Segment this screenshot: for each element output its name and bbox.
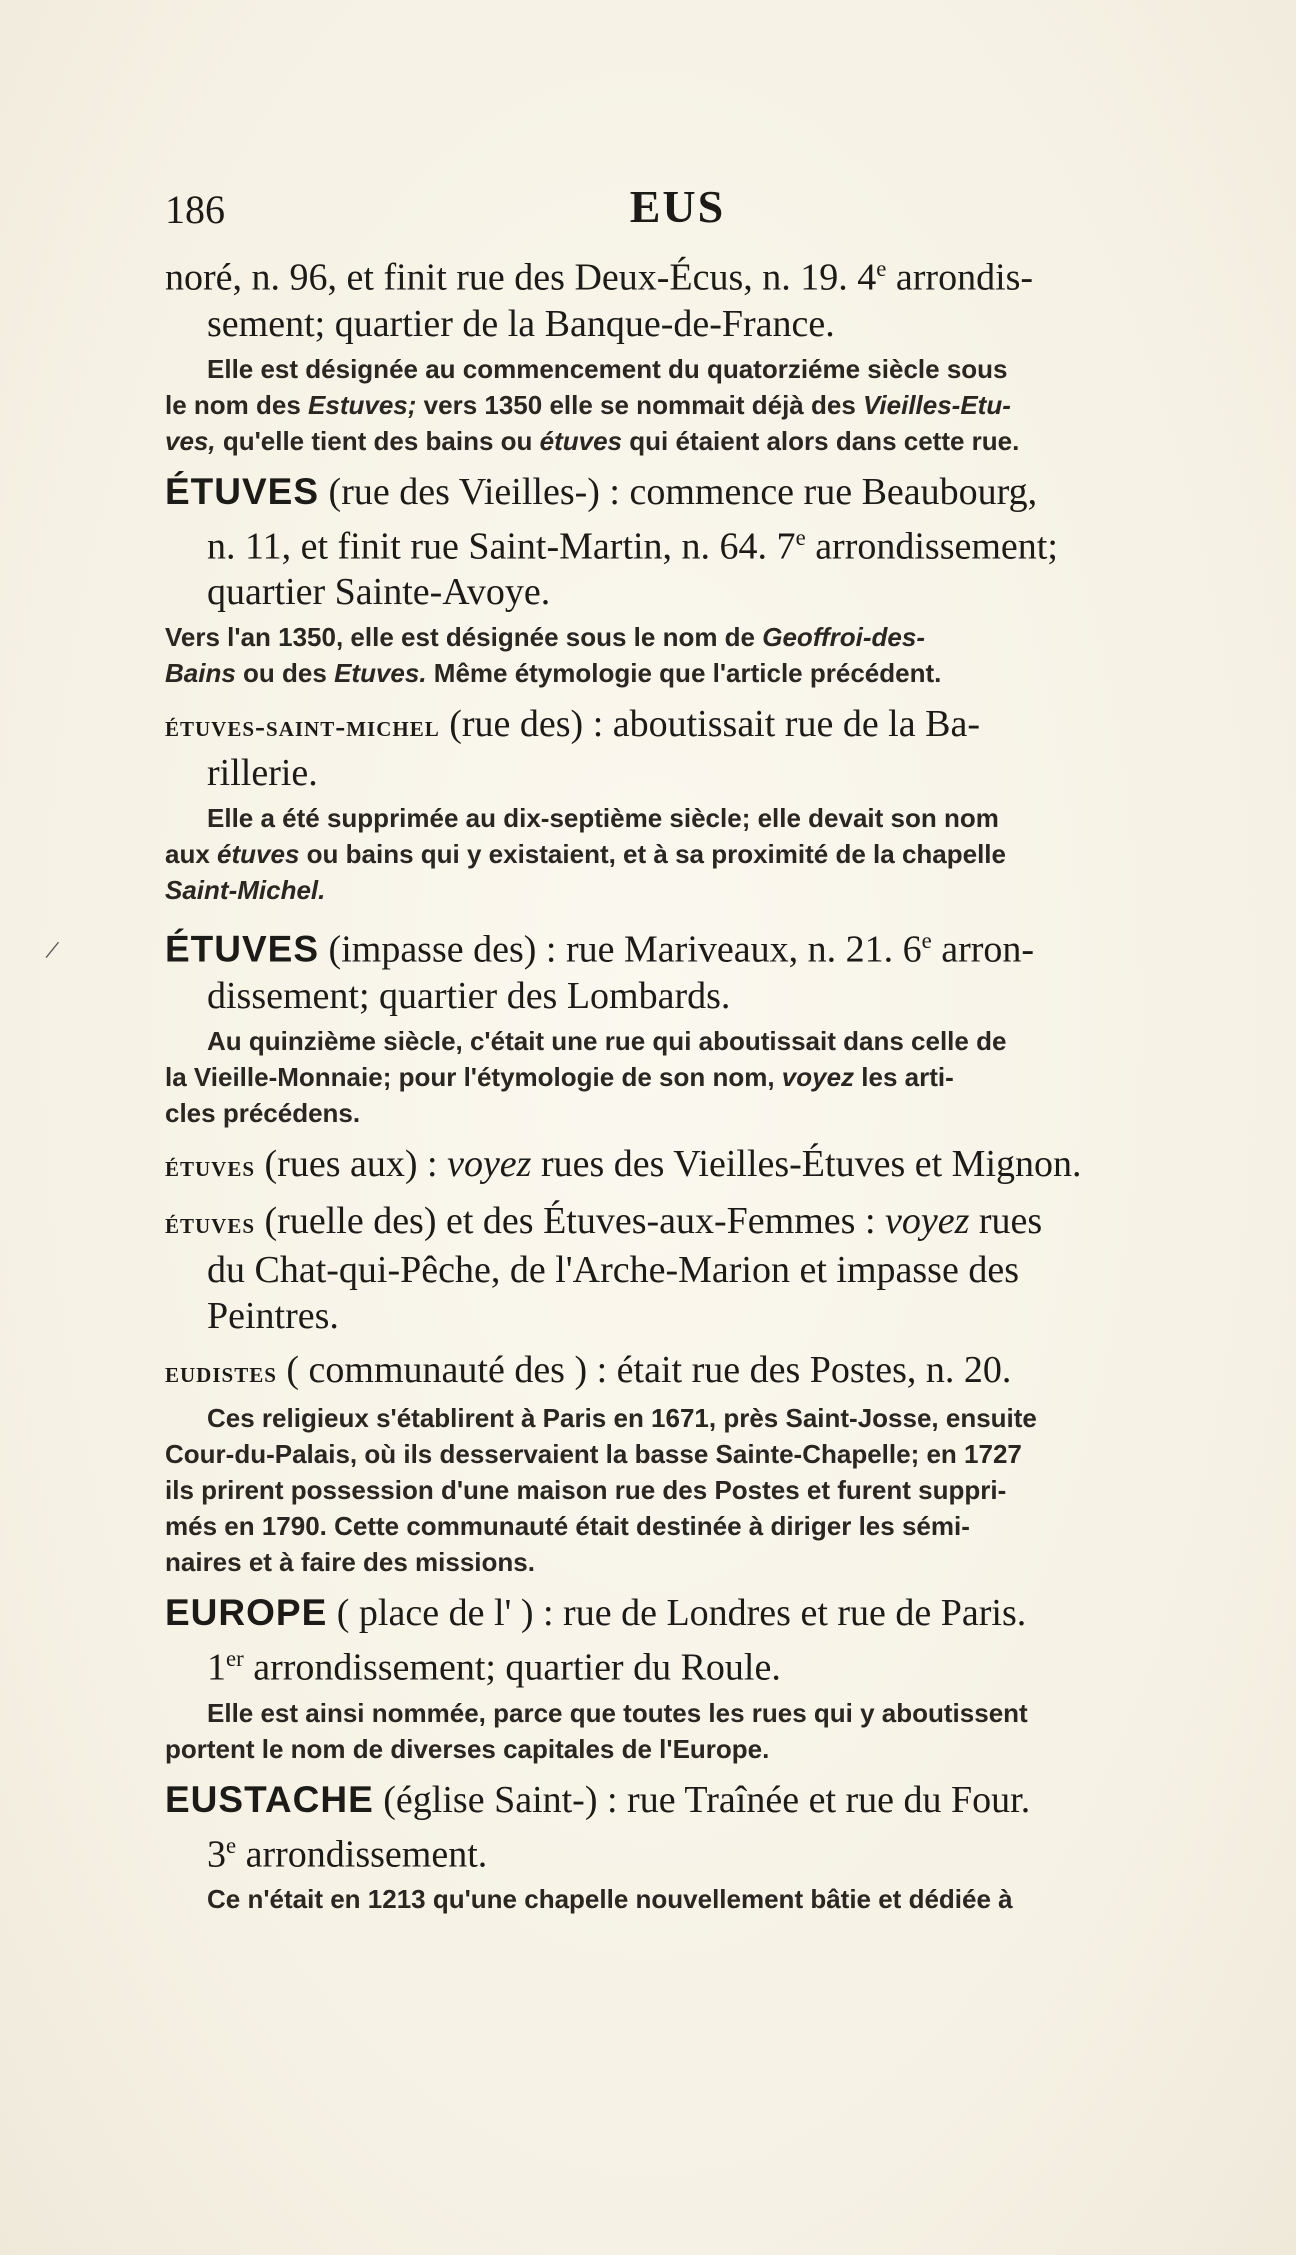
running-title: EUS: [629, 181, 726, 232]
entry-headword: EUROPE: [165, 1591, 328, 1633]
entry-eudistes: eudistes ( communauté des ) : était rue des Postes, n. 20. Ces religieux s'établirent à Paris en 1671, près Saint-Josse, ensuite Cour-du-Palais, où ils desservaient la basse Sainte-Chapelle; en 1727 ils prirent possession d'une maison rue des Postes et furent suppri- més en 1790. Cette communauté était destinée à diriger les sémi- naires et à faire des missions.: [165, 1347, 1190, 1580]
entry-headword: étuves: [165, 1206, 256, 1240]
entry-line: sement; quartier de la Banque-de-France.: [207, 302, 835, 345]
entry-headword: étuves-saint-michel: [165, 710, 440, 744]
entry-headword: ÉTUVES: [165, 470, 320, 512]
entry-etuves-impasse: ÉTUVES (impasse des) : rue Mariveaux, n. 21. 6e arron- dissement; quartier des Lombards. Au quinzième siècle, c'était une rue qui aboutissait dans celle de la Vieille-Monnaie; pour l'étymologie de son nom, voyez les arti- cles précédens.: [165, 918, 1190, 1131]
entry-note: Elle est ainsi nommée, parce que toutes les rues qui y aboutissent portent le nom de diverses capitales de l'Europe.: [165, 1697, 1028, 1764]
entry-etuves-vieilles: ÉTUVES (rue des Vieilles-) : commence rue Beaubourg, n. 11, et finit rue Saint-Martin, n. 64. 7e arrondissement; quartier Sainte-Avoye. Vers l'an 1350, elle est désignée sous le nom de Geoffroi-des- Bains ou des Etuves. Même étymologie que l'article précédent.: [165, 469, 1190, 692]
entry-note: Ces religieux s'établirent à Paris en 1671, près Saint-Josse, ensuite Cour-du-Palais, où ils desservaient la basse Sainte-Chapelle; en 1727 ils prirent possession d'une maison rue des Postes et furent suppri- més en 1790. Cette communauté était destinée à diriger les sémi- naires et à faire des missions.: [165, 1402, 1037, 1577]
entry-etuves-ruelle: étuves (ruelle des) et des Étuves-aux-Femmes : voyez rues du Chat-qui-Pêche, de l'Arche-Marion et impasse des Peintres.: [165, 1199, 1043, 1337]
entry-headword: ÉTUVES: [165, 928, 320, 970]
entry-etuves-rues-aux: étuves (rues aux) : voyez rues des Vieilles-Étuves et Mignon.: [165, 1142, 1082, 1185]
margin-mark: /: [43, 934, 62, 967]
running-head: [165, 168, 1190, 238]
entry-headword: EUSTACHE: [165, 1778, 374, 1820]
entry-note: Au quinzième siècle, c'était une rue qui aboutissait dans celle de la Vieille-Monnaie; pour l'étymologie de son nom, voyez les arti- cles précédens.: [165, 1025, 1007, 1128]
entry-etuves-saint-michel: étuves-saint-michel (rue des) : aboutissait rue de la Ba- rillerie. Elle a été supprimée au dix-septième siècle; elle devait son nom aux étuves ou bains qui y existaient, et à sa proximité de la chapelle Saint-Michel.: [165, 701, 1190, 908]
entry-note: Vers l'an 1350, elle est désignée sous le nom de Geoffroi-des- Bains ou des Etuves. Même étymologie que l'article précédent.: [165, 622, 942, 689]
entry-eustache: EUSTACHE (église Saint-) : rue Traînée et rue du Four. 3e arrondissement. Ce n'était en 1213 qu'une chapelle nouvellement bâtie et dédiée à: [165, 1777, 1190, 1918]
entry-note: Elle est désignée au commencement du quatorziéme siècle sous le nom des Estuves; vers 1350 elle se nommait déjà des Vieilles-Etu- ves, qu'elle tient des bains ou étuves qui étaient alors dans cette rue.: [165, 353, 1020, 456]
entry-headword: eudistes: [165, 1355, 277, 1389]
entry-note: Elle a été supprimée au dix-septième siècle; elle devait son nom aux étuves ou bains qui y existaient, et à sa proximité de la chapelle Saint-Michel.: [165, 803, 1006, 906]
page-number: 186: [165, 187, 225, 232]
entry-note: Ce n'était en 1213 qu'une chapelle nouvellement bâtie et dédiée à: [207, 1884, 1013, 1915]
entry-line: noré, n. 96, et finit rue des Deux-Écus, n. 19. 4e arrondis-: [165, 256, 1034, 299]
entry-continuation: [165, 246, 1190, 459]
entry-europe: EUROPE ( place de l' ) : rue de Londres et rue de Paris. 1er arrondissement; quartier du Roule. Elle est ainsi nommée, parce que toutes les rues qui y aboutissent portent le nom de diverses capitales de l'Europe.: [165, 1590, 1190, 1767]
text-column: [165, 168, 1190, 1927]
entry-headword: étuves: [165, 1149, 256, 1183]
